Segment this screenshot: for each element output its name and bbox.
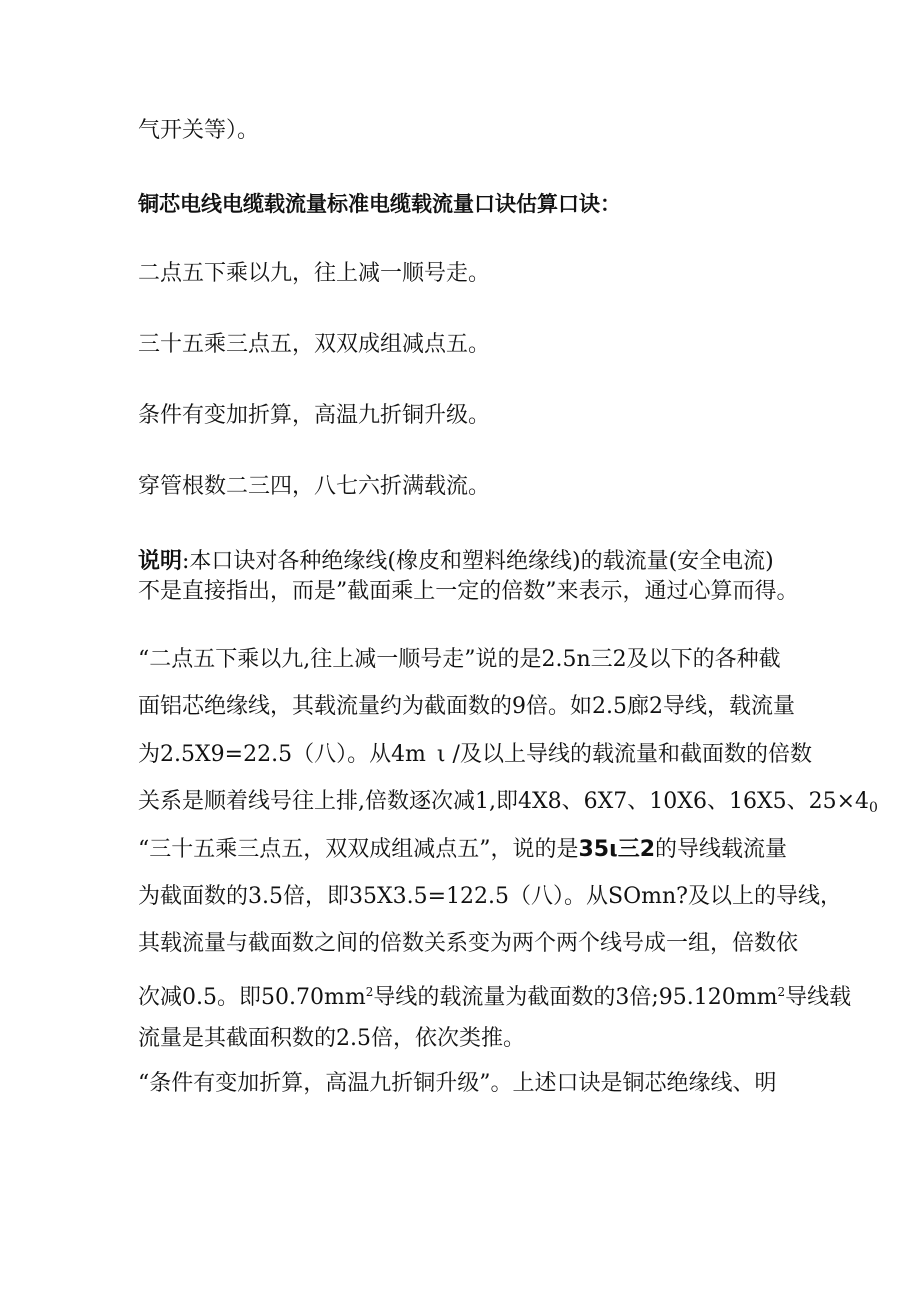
body-line [138, 835, 787, 865]
body-text: “三十五乘三点五，双双成组减点五”，说的是 [138, 837, 579, 862]
body-line: “二点五下乘以九,往上减一顺号走”说的是2.5n三2及以下的各种截 [138, 647, 781, 672]
verse-line-2: 三十五乘三点五，双双成组减点五。 [138, 332, 491, 357]
section-heading: 铜芯电线电缆载流量标准电缆载流量口诀估算口诀： [138, 192, 621, 216]
body-line [138, 787, 878, 823]
body-text: 的导线载流量 [655, 837, 788, 862]
verse-line-3: 条件有变加折算，高温九折铜升级。 [138, 403, 491, 428]
body-text: 导线载 [785, 985, 852, 1010]
superscript: 2 [777, 985, 786, 999]
note-paragraph-line [138, 547, 774, 577]
verse-line-1: 二点五下乘以九，往上减一顺号走。 [138, 261, 491, 286]
body-text: 次减0.5。即50.70mm [138, 985, 366, 1010]
body-line: 面铝芯绝缘线，其载流量约为截面数的9倍。如2.5廊2导线，载流量 [138, 694, 795, 719]
body-line: 其载流量与截面数之间的倍数关系变为两个两个线号成一组，倍数依 [138, 931, 799, 956]
note-text: :本口诀对各种绝缘线(橡皮和塑料绝缘线)的载流量(安全电流) [182, 549, 774, 574]
body-text: 导线的载流量为截面数的3倍;95.120mm [373, 985, 778, 1010]
subscript: 0 [869, 800, 878, 816]
body-line [138, 977, 851, 1013]
note-label: 说明 [138, 549, 183, 574]
superscript: 2 [365, 985, 374, 999]
bold-fragment: 35ι三2 [578, 837, 655, 862]
body-line: 流量是其截面积数的2.5倍，依次类推。 [138, 1026, 525, 1051]
verse-line-4: 穿管根数二三四，八七六折满载流。 [138, 474, 491, 499]
note-paragraph-line: 不是直接指出，而是”截面乘上一定的倍数”来表示，通过心算而得。 [138, 579, 799, 604]
body-text: 关系是顺着线号往上排,倍数逐次减1,即4X8、6X7、10X6、16X5、25×4 [138, 789, 870, 814]
body-line: 为2.5X9=22.5（八）。从4m ι /及以上导线的载流量和截面数的倍数 [138, 742, 812, 767]
body-line: “条件有变加折算，高温九折铜升级”。上述口诀是铜芯绝缘线、明 [138, 1071, 777, 1096]
body-line: 为截面数的3.5倍，即35X3.5=122.5（八）。从SOmn?及以上的导线， [138, 884, 842, 909]
text-line: 气开关等）。 [138, 118, 260, 143]
